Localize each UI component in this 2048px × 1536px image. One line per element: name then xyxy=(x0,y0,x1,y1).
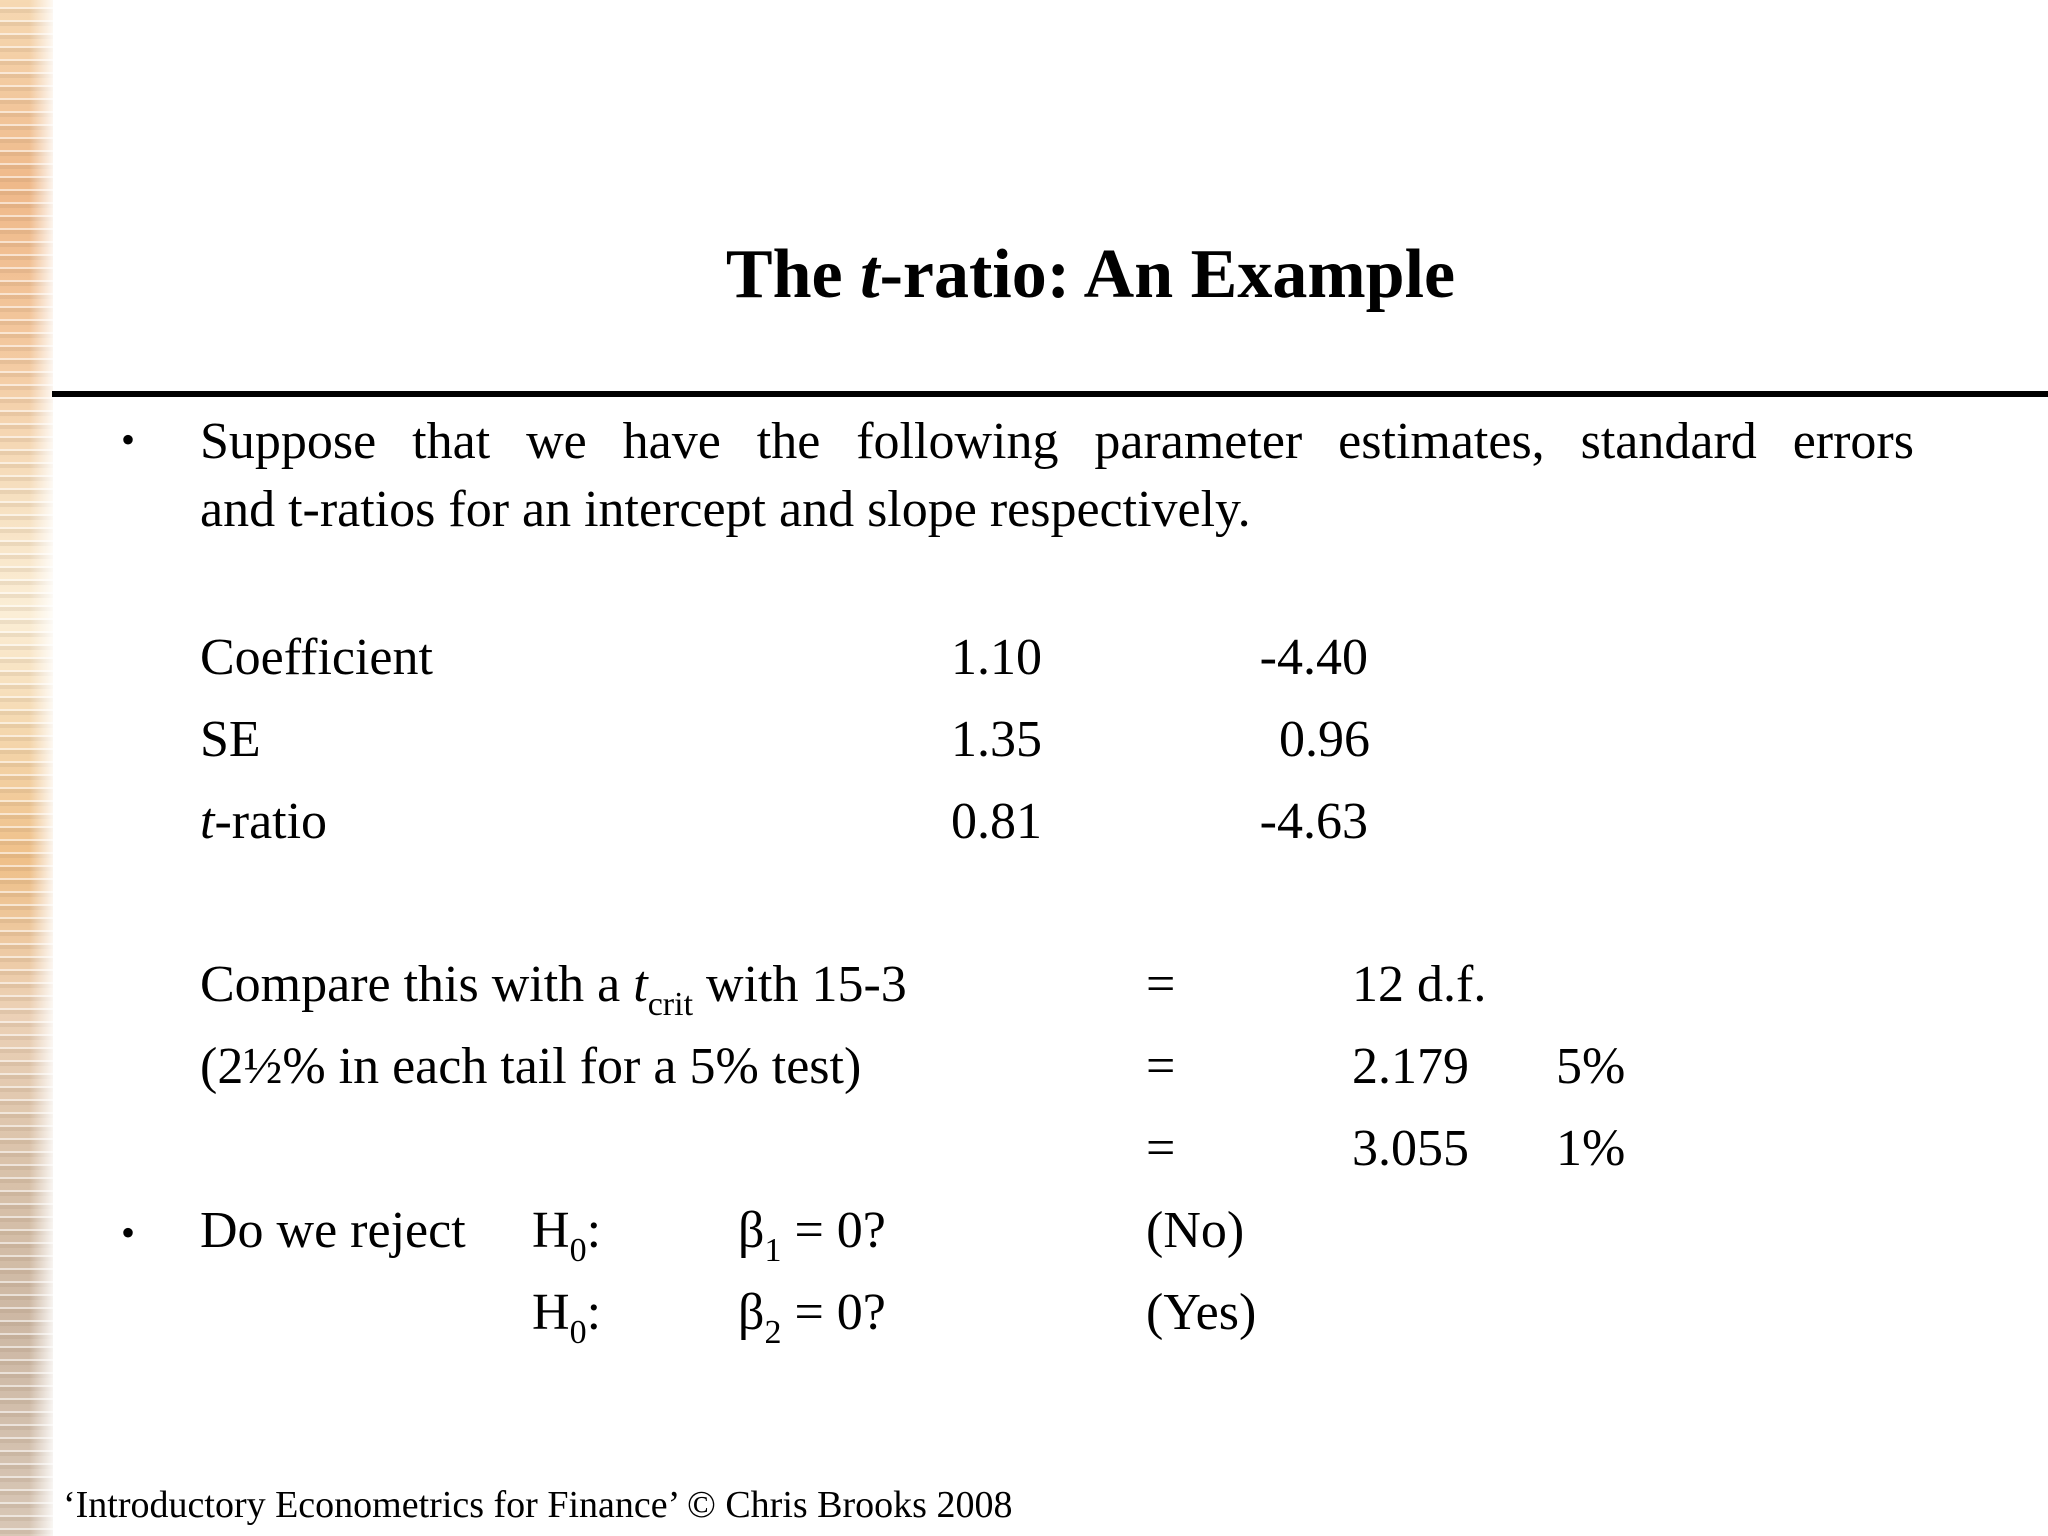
significance-level: 5% xyxy=(1556,1038,1626,1095)
reject-question: Do we reject xyxy=(200,1202,466,1259)
critical-value: 2.179 xyxy=(1352,1038,1469,1095)
critical-value: 3.055 xyxy=(1352,1120,1469,1177)
bullet-marker: • xyxy=(121,1210,136,1255)
footer-copyright: ‘Introductory Econometrics for Finance’ © Chris Brooks 2008 xyxy=(63,1484,1013,1526)
intro-line-2: and t-ratios for an intercept and slope respectively. xyxy=(200,481,1251,538)
intro-paragraph xyxy=(200,408,1914,544)
row-label-coefficient: Coefficient xyxy=(200,629,433,686)
hypothesis-beta-1: $\beta_1 = 0$? xyxy=(738,1202,886,1269)
t-ratio-value-2: -4.63 xyxy=(1259,793,1368,850)
intro-line-1: Suppose that we have the following parameter estimates, standard errors xyxy=(200,413,1914,470)
hypothesis-beta-2: $\beta_2 = 0$? xyxy=(738,1284,886,1351)
se-value-2: 0.96 xyxy=(1279,711,1370,768)
compare-line-1: Compare this with a $t_{crit}$ with 15-3 xyxy=(200,956,907,1023)
slide-title: The t-ratio: An Example xyxy=(725,236,1456,313)
null-hypothesis-label: $H_0$: xyxy=(532,1284,602,1351)
t-ratio-value-1: 0.81 xyxy=(951,793,1042,850)
coefficient-value-2: -4.40 xyxy=(1259,629,1368,686)
hypothesis-answer-1: (No) xyxy=(1146,1202,1245,1259)
equals-sign: = xyxy=(1146,956,1176,1013)
null-hypothesis-label: $H_0$: xyxy=(532,1202,602,1269)
equals-sign: = xyxy=(1146,1038,1176,1095)
row-label-se: SE xyxy=(200,711,261,768)
equals-sign: = xyxy=(1146,1120,1176,1177)
decorative-left-strip xyxy=(0,0,53,1536)
bullet-marker: • xyxy=(121,417,136,462)
compare-line-2: (2½% in each tail for a 5% test) xyxy=(200,1038,862,1095)
se-value-1: 1.35 xyxy=(951,711,1042,768)
coefficient-value-1: 1.10 xyxy=(951,629,1042,686)
row-label-t-ratio: t-ratio xyxy=(200,793,328,850)
critical-value: 12 d.f. xyxy=(1352,956,1487,1013)
title-divider xyxy=(52,391,2048,397)
significance-level: 1% xyxy=(1556,1120,1626,1177)
hypothesis-answer-2: (Yes) xyxy=(1146,1284,1257,1341)
